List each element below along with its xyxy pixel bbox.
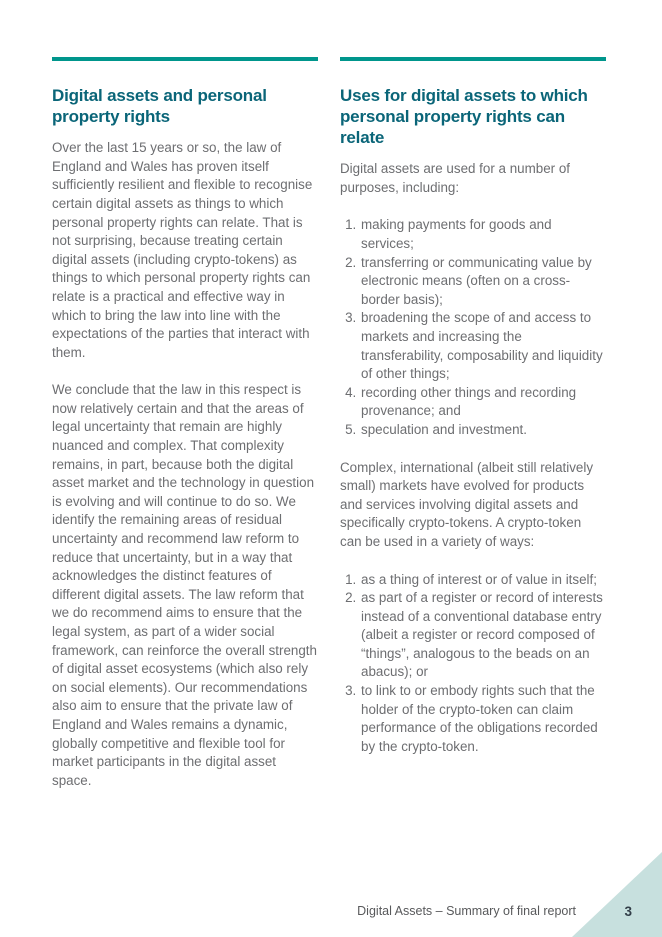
right-intro: Digital assets are used for a number of purposes, including:	[340, 161, 570, 195]
right-column-rule	[340, 57, 606, 61]
uses-list-item: 1. making payments for goods and services;	[360, 216, 606, 253]
uses-list-item: 2. transferring or communicating value by electronic means (often on a cross-border basis);	[360, 254, 606, 310]
left-paragraph-1: Over the last 15 years or so, the law of England and Wales has proven itself sufficiently resilient and flexible to recognise certain digital assets as things to which personal property rights can relate. That is not surprising, because treating certain digital assets (including crypto-tokens) as things to which personal property rights can relate is a practical and effective way in which to bring the law into line with the expectations of the parties that interact with them.	[52, 140, 313, 360]
right-column-body	[340, 160, 606, 756]
two-column-layout	[52, 57, 606, 809]
ways-list-item: 3. to link to or embody rights such that the holder of the crypto-token can claim performance of the obligations recorded by the crypto-token.	[360, 682, 606, 756]
page-number: 3	[624, 903, 632, 919]
ways-list-item: 1. as a thing of interest or of value in itself;	[360, 571, 606, 590]
left-column-rule	[52, 57, 318, 61]
uses-list	[340, 216, 606, 439]
right-column	[340, 57, 606, 809]
corner-triangle-decoration	[572, 852, 662, 937]
uses-list-item: 5. speculation and investment.	[360, 421, 606, 440]
ways-list	[340, 571, 606, 757]
footer-running-title: Digital Assets – Summary of final report	[357, 903, 576, 918]
left-column	[52, 57, 318, 809]
ways-list-item: 2. as part of a register or record of interests instead of a conventional database entry (albeit a register or record composed of “things”, analogous to the beads on an abacus); or	[360, 589, 606, 682]
right-column-heading: Uses for digital assets to which personal property rights can relate	[340, 86, 588, 148]
left-paragraph-2: We conclude that the law in this respect is now relatively certain and that the areas of legal uncertainty that remain are highly nuanced and complex. That complexity remains, in part, because both the digital asset market and the technology in question is evolving and will continue to do so. We identify the remaining areas of residual uncertainty and recommend law reform to reduce that uncertainty, but in a way that acknowledges the distinct features of different digital assets. The law reform that we do recommend aims to ensure that the legal system, as part of a wider social framework, can reinforce the overall strength of digital asset ecosystems (which also rely on social elements). Our recommendations also aim to ensure that the private law of England and Wales remains a dynamic, globally competitive and flexible tool for market participants in the digital asset space.	[52, 382, 317, 788]
uses-list-item: 3. broadening the scope of and access to markets and increasing the transferability, composability and liquidity of other things;	[360, 309, 606, 383]
uses-list-item: 4. recording other things and recording provenance; and	[360, 384, 606, 421]
left-column-heading: Digital assets and personal property rights	[52, 86, 267, 127]
right-paragraph: Complex, international (albeit still relatively small) markets have evolved for products and services involving digital assets and specifically crypto-tokens. A crypto-token can be used in a variety of ways:	[340, 459, 594, 549]
left-column-body	[52, 139, 318, 790]
